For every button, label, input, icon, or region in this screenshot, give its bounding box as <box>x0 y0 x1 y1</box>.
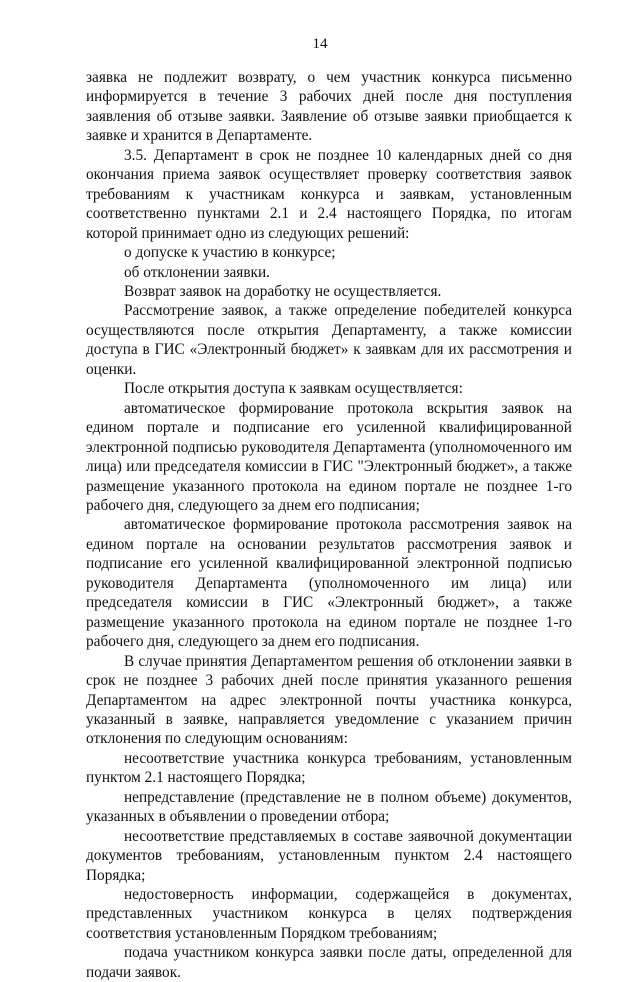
reason-item-false-information: недостоверность информации, содержащейся в документах, представленных участником конкурса в целях подтверждения соответствия установленным Порядком требованиям; <box>86 886 572 942</box>
reason-item-late-submission: подача участником конкурса заявки после даты, определенной для подачи заявок. <box>86 944 572 981</box>
decision-item-admission: о допуске к участию в конкурсе; <box>124 244 336 262</box>
paragraph-3-5-review-deadline: 3.5. Департамент в срок не позднее 10 календарных дней со дня окончания приема заявок осуществляет проверку соответствия заявок требованиям к участникам конкурса и заявкам, установленным соответственно пунктами 2.1 и 2.4 настоящего Порядка, по итогам которой принимает одно из следующих решений: <box>86 146 572 242</box>
reason-item-documents-missing: непредставление (представление не в полном объеме) документов, указанных в объявлении о проведении отбора; <box>86 788 572 826</box>
reason-item-documents-noncompliance: несоответствие представляемых в составе заявочной документации документов требованиям, установленным пунктом 2.4 настоящего Порядка; <box>86 827 572 884</box>
paragraph-no-return-for-revision: Возврат заявок на доработку не осуществляется. <box>124 282 442 300</box>
paragraph-review-and-winners: Рассмотрение заявок, а также определение победителей конкурса осуществляются после открытия Департаменту, а также комиссии доступа в ГИС «Электронный бюджет» к заявкам для их рассмотрения и оценки. <box>86 302 572 378</box>
reason-item-participant-noncompliance: несоответствие участника конкурса требованиям, установленным пунктом 2.1 настоящего Порядка; <box>86 749 572 787</box>
paragraph-application-not-returned: заявка не подлежит возврату, о чем участник конкурса письменно информируется в течение 3 рабочих дней после дня поступления заявления об отзыве заявки. Заявление об отзыве заявки приобщается к заявке и хранится в Департаменте. <box>86 69 572 145</box>
list-item-review-protocol: автоматическое формирование протокола рассмотрения заявок на едином портале на основании результатов рассмотрения заявок и подписание его усиленной квалифицированной электронной подписью руководителя Департамента (уполномоченного им лица) или председателя комиссии в ГИС «Электронный бюджет», а также размещение указанного протокола на едином портале не позднее 1-го рабочего дня, следующего за днем его подписания. <box>86 516 572 651</box>
page-number: 14 <box>312 36 328 52</box>
document-body <box>86 68 572 982</box>
list-item-opening-protocol: автоматическое формирование протокола вскрытия заявок на едином портале и подписание его усиленной квалифицированной электронной подписью руководителя Департамента (уполномоченного им лица) или председателя комиссии в ГИС "Электронный бюджет», а также размещение указанного протокола на едином портале не позднее 1-го рабочего дня, следующего за днем его подписания; <box>86 399 572 514</box>
paragraph-after-access-opened: После открытия доступа к заявкам осуществляется: <box>124 380 463 398</box>
decision-item-rejection: об отклонении заявки. <box>124 263 270 281</box>
paragraph-rejection-notice: В случае принятия Департаментом решения об отклонении заявки в срок не позднее 3 рабочих дней после принятия указанного решения Департаментом на адрес электронной почты участника конкурса, указанный в заявке, направляется уведомление с указанием причин отклонения по следующим основаниям: <box>86 652 572 748</box>
